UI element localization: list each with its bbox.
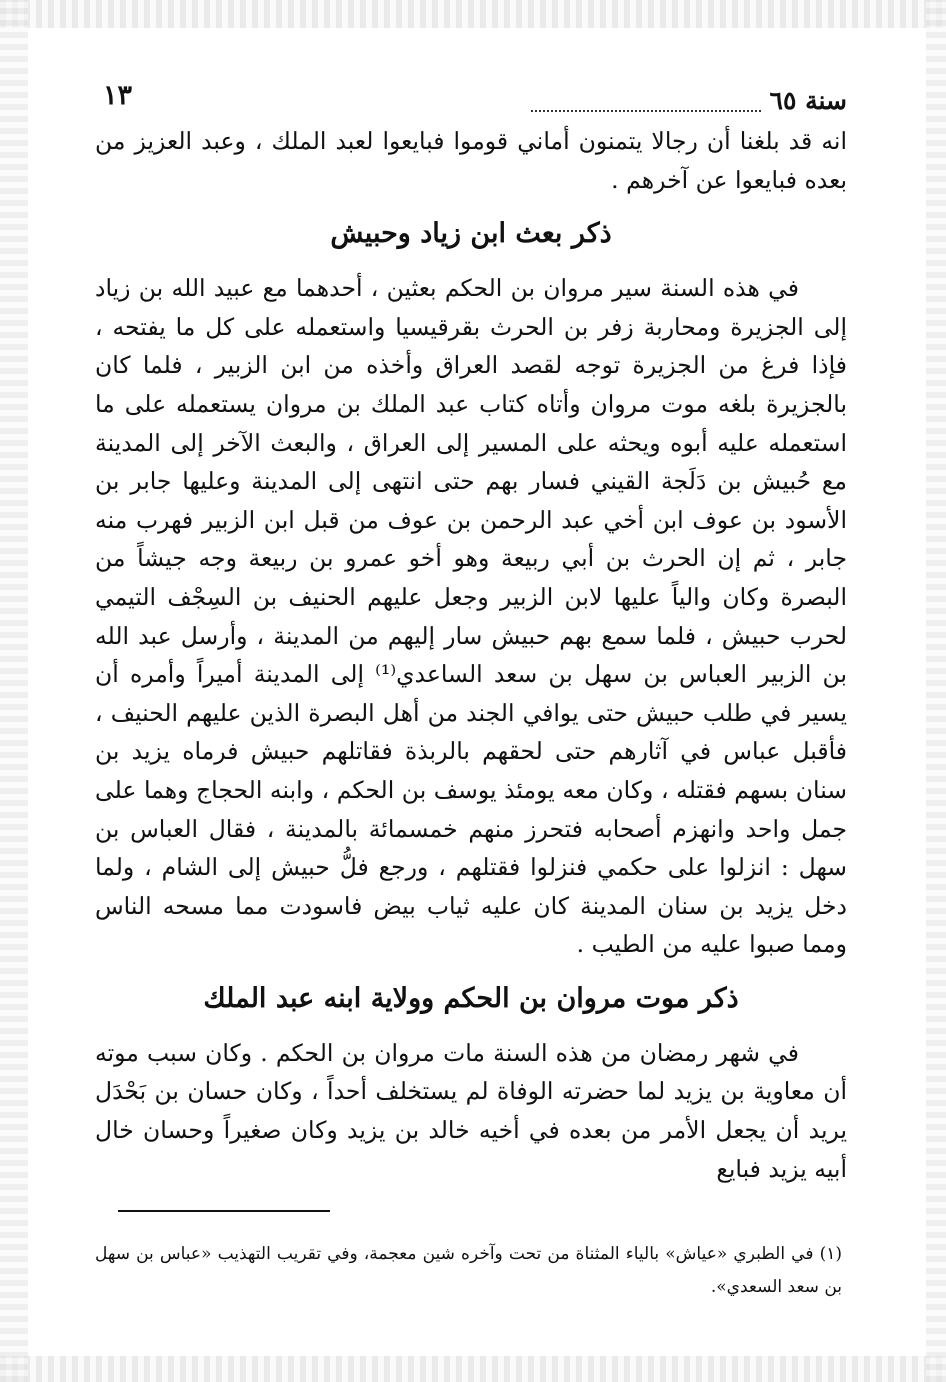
footnote-rule [118, 1210, 330, 1212]
page-border-top [0, 0, 946, 28]
section-heading-marwan-death: ذكر موت مروان بن الحكم وولاية ابنه عبد الملك [203, 982, 739, 1014]
paragraph-marwan-death: في شهر رمضان من هذه السنة مات مروان بن الحكم . وكان سبب موته أن معاوية بن يزيد لما حضرته الوفاة لم يستخلف أحداً ، وكان حسان بن بَحْدَل يريد أن يجعل الأمر من بعده في أخيه خالد بن يزيد وكان صغيراً وحسان خال أبيه يزيد فبايع [95, 1038, 847, 1183]
page-border-bottom [0, 1356, 946, 1382]
page-number: ١٣ [103, 80, 133, 111]
page-border-left [0, 0, 28, 1382]
header-dotted-rule [531, 110, 761, 112]
paragraph-ibn-ziyad: في هذه السنة سير مروان بن الحكم بعثين ، أحدهما مع عبيد الله بن زياد إلى الجزيرة ومحاربة زفر بن الحرث بقرقيسيا واستعمله على كل ما يفتحه ، فإذا فرغ من الجزيرة توجه لقصد العراق وأخذه من ابن الزبير ، فلما كان بالجزيرة بلغه موت مروان وأتاه كتاب عبد الملك بن مروان يستعمله على ما استعمله عليه أبوه ويحثه على المسير إلى العراق ، والبعث الآخر إلى المدينة مع حُبيش بن دَلَجة القيني فسار بهم حتى انتهى إلى المدينة وعليها جابر بن الأسود بن عوف ابن أخي عبد الرحمن بن عوف من قبل ابن الزبير فهرب منه جابر ، ثم إن الحرث بن أبي ربيعة وهو أخو عمرو بن ربيعة وجه جيشاً من البصرة وكان والياً عليها لابن الزبير وجعل عليهم الحنيف بن السِجْف التيمي لحرب حبيش ، فلما سمع بهم حبيش سار إليهم من المدينة ، وأرسل عبد الله بن الزبير العباس بن سهل بن سعد الساعدي⁽¹⁾ إلى المدينة أميراً وأمره أن يسير في طلب حبيش حتى يوافي الجند من أهل البصرة الذين عليهم الحنيف ، فأقبل عباس في آثارهم حتى لحقهم بالربذة فقاتلهم حبيش فرماه يزيد بن سنان بسهم فقتله ، وكان معه يومئذ يوسف بن الحكم ، وابنه الحجاج وهما على جمل واحد وانهزم أصحابه فتحرز منهم خمسمائة بالمدينة ، فقال العباس بن سهل : انزلوا على حكمي فنزلوا فقتلهم ، ورجع فلُّ حبيش إلى الشام ، ولما دخل يزيد بن سنان المدينة كان عليه ثياب بيض فاسودت مما مسحه الناس ومما صبوا عليه من الطيب . [95, 274, 847, 959]
book-page [95, 70, 847, 1188]
running-header [95, 70, 847, 122]
paragraph-continued: انه قد بلغنا أن رجالا يتمنون أماني قوموا فبايعوا لعبد الملك ، وعبد العزيز من بعده فبايعوا عن آخرهم . [95, 127, 847, 194]
footnote: (١) في الطبري «عياش» بالياء المثناة من تحت وآخره شين معجمة، وفي تقريب التهذيب «عباس بن سهل بن سعد السعدي». [95, 1244, 842, 1297]
page-border-right [926, 0, 946, 1382]
running-header-year: سنة ٦٥ [769, 86, 847, 115]
section-heading-ibn-ziyad: ذكر بعث ابن زياد وحبيش [330, 218, 612, 250]
